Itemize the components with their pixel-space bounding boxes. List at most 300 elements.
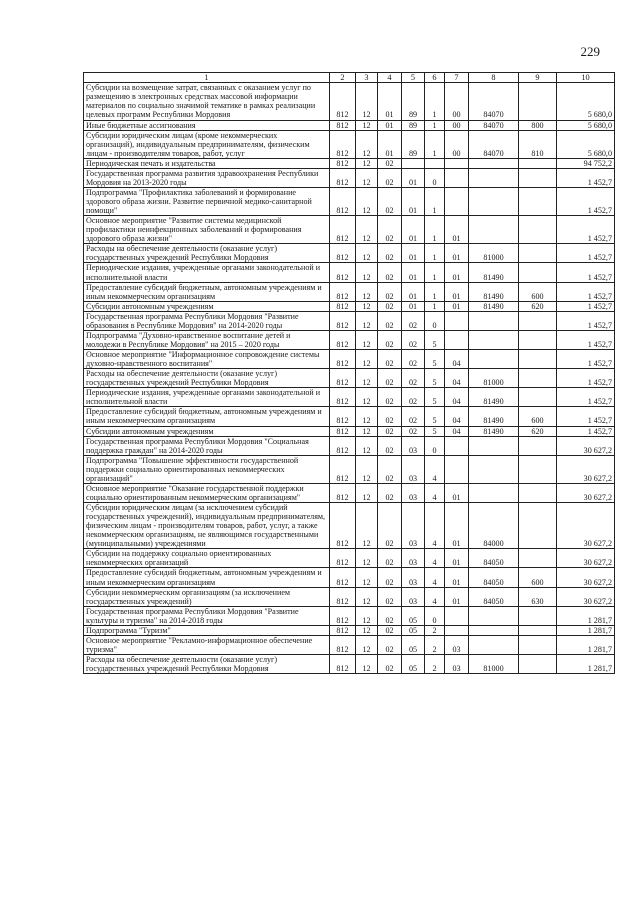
code-cell: 4 [425,587,445,606]
code-cell [425,158,445,168]
code-cell: 02 [378,655,402,674]
row-name-cell: Основное мероприятие "Развитие системы медицинской профилактики неинфекционных заболеваний и формирования здорового образа жизни" [84,216,330,244]
column-header: 2 [330,73,356,83]
code-cell [469,311,519,330]
code-cell: 812 [330,549,356,568]
code-cell: 81490 [469,282,519,301]
code-cell: 812 [330,187,356,215]
row-name-cell: Государственная программа развития здравоохранения Республики Мордовия на 2013-2020 годы [84,168,330,187]
code-cell: 1 [425,120,445,130]
column-header: 10 [557,73,615,83]
code-cell: 4 [425,455,445,483]
amount-cell: 1 452,7 [557,426,615,436]
code-cell [519,455,557,483]
code-cell: 12 [356,130,378,158]
code-cell: 01 [445,282,469,301]
code-cell: 5 [425,388,445,407]
amount-cell: 1 452,7 [557,311,615,330]
amount-cell: 1 452,7 [557,216,615,244]
row-name-cell: Расходы на обеспечение деятельности (оказание услуг) государственных учреждений Республики Мордовия [84,655,330,674]
code-cell: 630 [519,587,557,606]
code-cell: 02 [378,625,402,635]
code-cell: 03 [402,436,425,455]
code-cell [469,606,519,625]
code-cell: 0 [425,311,445,330]
amount-cell: 94 752,2 [557,158,615,168]
code-cell [469,187,519,215]
code-cell: 12 [356,426,378,436]
code-cell: 12 [356,483,378,502]
code-cell: 01 [402,282,425,301]
code-cell: 03 [402,568,425,587]
code-cell: 812 [330,407,356,426]
code-cell: 02 [378,503,402,549]
code-cell: 812 [330,655,356,674]
code-cell: 01 [402,187,425,215]
column-header: 3 [356,73,378,83]
code-cell: 02 [378,587,402,606]
code-cell: 12 [356,549,378,568]
code-cell: 12 [356,436,378,455]
code-cell: 12 [356,455,378,483]
row-name-cell: Подпрограмма "Туризм" [84,625,330,635]
code-cell: 02 [402,350,425,369]
code-cell: 812 [330,350,356,369]
amount-cell: 1 452,7 [557,350,615,369]
amount-cell: 1 281,7 [557,655,615,674]
code-cell: 89 [402,83,425,120]
code-cell: 05 [402,625,425,635]
code-cell: 2 [425,655,445,674]
code-cell: 812 [330,330,356,349]
code-cell: 02 [402,407,425,426]
code-cell: 81490 [469,301,519,311]
code-cell: 00 [445,120,469,130]
row-name-cell: Государственная программа Республики Мордовия "Социальная поддержка граждан" на 2014-2020 годы [84,436,330,455]
code-cell: 01 [445,216,469,244]
code-cell: 812 [330,168,356,187]
row-name-cell: Расходы на обеспечение деятельности (оказание услуг) государственных учреждений Республики Мордовия [84,244,330,263]
table-row [84,549,615,568]
code-cell: 5 [425,350,445,369]
code-cell: 02 [378,350,402,369]
code-cell: 1 [425,282,445,301]
code-cell: 12 [356,83,378,120]
code-cell: 12 [356,587,378,606]
code-cell: 812 [330,282,356,301]
table-row [84,587,615,606]
code-cell: 01 [378,120,402,130]
code-cell: 02 [378,455,402,483]
code-cell: 01 [445,568,469,587]
code-cell [519,168,557,187]
code-cell [519,158,557,168]
code-cell: 81490 [469,426,519,436]
code-cell: 02 [378,311,402,330]
code-cell: 02 [402,426,425,436]
code-cell: 1 [425,187,445,215]
table-row [84,83,615,120]
code-cell [519,549,557,568]
code-cell: 812 [330,369,356,388]
code-cell [519,635,557,654]
code-cell: 812 [330,568,356,587]
code-cell: 812 [330,426,356,436]
code-cell [445,436,469,455]
code-cell: 02 [378,436,402,455]
code-cell: 84050 [469,568,519,587]
code-cell: 89 [402,120,425,130]
code-cell: 81000 [469,369,519,388]
code-cell: 03 [445,655,469,674]
code-cell: 84070 [469,83,519,120]
code-cell: 01 [445,483,469,502]
code-cell: 81000 [469,244,519,263]
code-cell: 812 [330,216,356,244]
amount-cell: 1 452,7 [557,168,615,187]
code-cell: 12 [356,606,378,625]
table-row [84,655,615,674]
code-cell [469,350,519,369]
amount-cell: 1 281,7 [557,625,615,635]
code-cell: 12 [356,244,378,263]
code-cell: 812 [330,635,356,654]
code-cell: 81490 [469,388,519,407]
code-cell: 812 [330,130,356,158]
code-cell: 84000 [469,503,519,549]
code-cell: 03 [402,587,425,606]
table-row [84,244,615,263]
row-name-cell: Основное мероприятие "Информационное сопровождение системы духовно-нравственного воспитания" [84,350,330,369]
code-cell: 12 [356,301,378,311]
code-cell: 01 [402,168,425,187]
code-cell [519,83,557,120]
code-cell: 02 [378,635,402,654]
amount-cell: 1 281,7 [557,635,615,654]
code-cell: 05 [402,655,425,674]
amount-cell: 1 452,7 [557,263,615,282]
table-row [84,369,615,388]
table-body [84,83,615,674]
table-row [84,388,615,407]
code-cell: 2 [425,625,445,635]
table-row [84,311,615,330]
code-cell [519,483,557,502]
table-row [84,187,615,215]
table-row [84,168,615,187]
code-cell: 01 [402,301,425,311]
code-cell: 600 [519,568,557,587]
code-cell: 01 [402,263,425,282]
code-cell: 03 [402,503,425,549]
row-name-cell: Государственная программа Республики Мордовия "Развитие образования в Республике Мордовия" на 2014-2020 годы [84,311,330,330]
code-cell: 1 [425,216,445,244]
amount-cell: 1 452,7 [557,369,615,388]
column-header: 9 [519,73,557,83]
code-cell: 812 [330,158,356,168]
row-name-cell: Предоставление субсидий бюджетным, автономным учреждениям и иным некоммерческим организациям [84,407,330,426]
code-cell: 81490 [469,407,519,426]
code-cell [519,244,557,263]
code-cell: 620 [519,301,557,311]
table-row [84,130,615,158]
code-cell: 04 [445,407,469,426]
code-cell: 02 [378,369,402,388]
code-cell: 03 [445,635,469,654]
table-row [84,158,615,168]
code-cell: 2 [425,635,445,654]
code-cell: 0 [425,606,445,625]
code-cell: 4 [425,549,445,568]
code-cell [469,625,519,635]
row-name-cell: Субсидии автономным учреждениям [84,426,330,436]
code-cell: 1 [425,130,445,158]
code-cell: 04 [445,350,469,369]
code-cell [519,187,557,215]
table-row [84,568,615,587]
code-cell: 02 [378,388,402,407]
row-name-cell: Предоставление субсидий бюджетным, автономным учреждениям и иным некоммерческим организациям [84,568,330,587]
code-cell: 12 [356,407,378,426]
code-cell: 02 [378,606,402,625]
table-row [84,483,615,502]
code-cell: 812 [330,606,356,625]
code-cell: 5 [425,407,445,426]
column-header: 6 [425,73,445,83]
row-name-cell: Предоставление субсидий бюджетным, автономным учреждениям и иным некоммерческим организациям [84,282,330,301]
code-cell: 02 [378,330,402,349]
row-name-cell: Подпрограмма "Профилактика заболеваний и формирование здорового образа жизни. Развитие первичной медико-санитарной помощи" [84,187,330,215]
amount-cell: 30 627,2 [557,455,615,483]
code-cell: 4 [425,503,445,549]
code-cell [445,606,469,625]
code-cell: 12 [356,625,378,635]
row-name-cell: Подпрограмма "Повышение эффективности государственной поддержки социально ориентированных некоммерческих организаций" [84,455,330,483]
column-header: 7 [445,73,469,83]
row-name-cell: Периодические издания, учрежденные органами законодательной и исполнительной власти [84,263,330,282]
amount-cell: 30 627,2 [557,503,615,549]
table-row [84,503,615,549]
code-cell: 01 [445,587,469,606]
table-row [84,216,615,244]
code-cell: 02 [378,301,402,311]
code-cell [519,216,557,244]
code-cell: 01 [378,83,402,120]
code-cell [519,436,557,455]
code-cell: 12 [356,158,378,168]
code-cell: 03 [402,483,425,502]
table-row [84,606,615,625]
code-cell: 02 [378,168,402,187]
table-row [84,407,615,426]
row-name-cell: Государственная программа Республики Мордовия "Развитие культуры и туризма" на 2014-2018 годы [84,606,330,625]
code-cell [519,311,557,330]
code-cell: 12 [356,263,378,282]
code-cell [402,158,425,168]
code-cell: 12 [356,187,378,215]
amount-cell: 1 452,7 [557,330,615,349]
code-cell: 05 [402,635,425,654]
code-cell: 84070 [469,120,519,130]
code-cell: 02 [378,244,402,263]
code-cell: 02 [402,330,425,349]
amount-cell: 30 627,2 [557,483,615,502]
code-cell: 12 [356,503,378,549]
table-row [84,455,615,483]
code-cell [469,168,519,187]
row-name-cell: Иные бюджетные ассигнования [84,120,330,130]
column-header: 8 [469,73,519,83]
column-header: 4 [378,73,402,83]
code-cell: 02 [378,549,402,568]
amount-cell: 30 627,2 [557,436,615,455]
code-cell: 02 [378,158,402,168]
code-cell: 81000 [469,655,519,674]
code-cell: 00 [445,130,469,158]
row-name-cell: Расходы на обеспечение деятельности (оказание услуг) государственных учреждений Республики Мордовия [84,369,330,388]
amount-cell: 5 680,0 [557,83,615,120]
code-cell: 00 [445,83,469,120]
amount-cell: 1 281,7 [557,606,615,625]
code-cell: 12 [356,568,378,587]
code-cell: 02 [378,483,402,502]
code-cell: 0 [425,168,445,187]
code-cell: 5 [425,426,445,436]
code-cell [469,158,519,168]
code-cell: 03 [402,549,425,568]
code-cell: 01 [378,130,402,158]
table-row [84,436,615,455]
code-cell: 1 [425,301,445,311]
code-cell: 812 [330,436,356,455]
table-row [84,330,615,349]
code-cell: 05 [402,606,425,625]
code-cell: 812 [330,625,356,635]
code-cell: 0 [425,436,445,455]
code-cell: 02 [378,187,402,215]
code-cell: 12 [356,655,378,674]
code-cell [519,350,557,369]
code-cell: 12 [356,216,378,244]
code-cell: 02 [378,568,402,587]
code-cell [445,625,469,635]
code-cell: 812 [330,483,356,502]
table-row [84,426,615,436]
code-cell: 02 [378,282,402,301]
amount-cell: 5 680,0 [557,120,615,130]
code-cell: 800 [519,120,557,130]
amount-cell: 1 452,7 [557,244,615,263]
code-cell: 12 [356,388,378,407]
code-cell: 4 [425,483,445,502]
code-cell: 5 [425,330,445,349]
table-row [84,120,615,130]
code-cell: 84070 [469,130,519,158]
amount-cell: 1 452,7 [557,388,615,407]
table-header-row [84,73,615,83]
code-cell [519,606,557,625]
code-cell [519,330,557,349]
amount-cell: 1 452,7 [557,187,615,215]
amount-cell: 1 452,7 [557,407,615,426]
code-cell: 4 [425,568,445,587]
row-name-cell: Подпрограмма "Духовно-нравственное воспитание детей и молодежи в Республике Мордовия" на 2015 – 2020 годы [84,330,330,349]
row-name-cell: Субсидии на возмещение затрат, связанных с оказанием услуг по размещению в электронных средствах массовой информации материалов по социально значимой тематике в рамках реализации целевых программ Республики Мордовия [84,83,330,120]
column-header: 1 [84,73,330,83]
code-cell [519,369,557,388]
amount-cell: 30 627,2 [557,587,615,606]
amount-cell: 30 627,2 [557,549,615,568]
code-cell: 81490 [469,263,519,282]
code-cell: 12 [356,369,378,388]
code-cell: 812 [330,83,356,120]
code-cell: 01 [402,216,425,244]
table-row [84,350,615,369]
code-cell: 12 [356,635,378,654]
code-cell: 810 [519,130,557,158]
code-cell: 02 [402,369,425,388]
code-cell: 02 [402,311,425,330]
table-row [84,263,615,282]
row-name-cell: Субсидии юридическим лицам (кроме некоммерческих организаций), индивидуальным предпринимателям, физическим лицам - производителям товаров, работ, услуг [84,130,330,158]
code-cell: 600 [519,407,557,426]
code-cell: 04 [445,426,469,436]
row-name-cell: Основное мероприятие "Рекламно-информационное обеспечение туризма" [84,635,330,654]
code-cell: 12 [356,350,378,369]
row-name-cell: Субсидии на поддержку социально ориентированных некоммерческих организаций [84,549,330,568]
row-name-cell: Субсидии юридическим лицам (за исключением субсидий государственных учреждений), индивидуальным предпринимателям, физическим лицам - производителям товаров, работ, услуг, а также некоммерческим организациям, не являющимся государственными (муниципальными) учреждениями [84,503,330,549]
code-cell: 04 [445,388,469,407]
code-cell: 02 [378,263,402,282]
page-number: 229 [580,44,600,59]
amount-cell: 1 452,7 [557,282,615,301]
code-cell: 812 [330,120,356,130]
code-cell: 812 [330,301,356,311]
code-cell: 812 [330,388,356,407]
code-cell [445,187,469,215]
code-cell: 1 [425,263,445,282]
code-cell: 02 [378,216,402,244]
code-cell [445,311,469,330]
budget-table [83,72,615,674]
row-name-cell: Периодические издания, учрежденные органами законодательной и исполнительной власти [84,388,330,407]
code-cell [519,625,557,635]
code-cell [445,168,469,187]
table-row [84,635,615,654]
code-cell: 89 [402,130,425,158]
code-cell: 02 [378,426,402,436]
code-cell: 620 [519,426,557,436]
code-cell: 5 [425,369,445,388]
code-cell [519,388,557,407]
code-cell: 84050 [469,587,519,606]
amount-cell: 5 680,0 [557,130,615,158]
code-cell: 812 [330,263,356,282]
table-row [84,625,615,635]
amount-cell: 30 627,2 [557,568,615,587]
code-cell: 01 [445,503,469,549]
code-cell [445,455,469,483]
code-cell [519,263,557,282]
code-cell [469,436,519,455]
code-cell [519,503,557,549]
row-name-cell: Субсидии автономным учреждениям [84,301,330,311]
code-cell [469,216,519,244]
code-cell: 812 [330,311,356,330]
code-cell [469,455,519,483]
code-cell [445,158,469,168]
code-cell: 812 [330,587,356,606]
